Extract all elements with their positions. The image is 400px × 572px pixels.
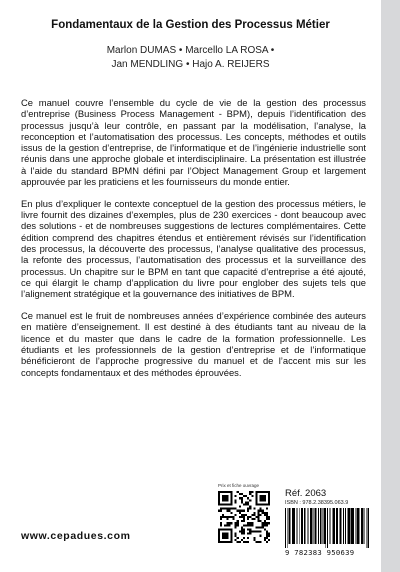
blurb-paragraph-3: Ce manuel est le fruit de nombreuses années d’expérience combinée des auteurs en matière d’enseignement. Il est destiné à des étudiants tant au niveau de la licence et du master que dans le cadre de la formation professionnelle. Les étudiants et les professionnels de la gestion d’entreprise et de l’informatique bénéficieront de l’approche progressive du manuel et de l’accent mis sur les concepts fondamentaux et des méthodes éprouvées. (21, 310, 366, 378)
book-title: Fondamentaux de la Gestion des Processus Métier (51, 19, 330, 31)
barcode-digits: 9 782383 950639 (285, 548, 355, 557)
spine-bar (381, 0, 400, 572)
author-list (0, 44, 381, 72)
qr-caption: Prix et fiche ouvrage (218, 483, 260, 488)
isbn-label: ISBN : 978.2.38395.063.9 (285, 500, 349, 506)
blurb-paragraph-2: En plus d’expliquer le contexte conceptuel de la gestion des processus métiers, le livre fournit des dizaines d’exemples, plus de 230 exercices - dont beaucoup avec des solutions - et de nombreuses suggestions de lectures complémentaires. Cette édition comprend des chapitres étendus et entièrement révisés sur l’identification des processus, la découverte des processus, l’analyse qualitative des processus, la refonte des processus, l’automatisation des processus et la surveillance des processus. Un chapitre sur le BPM en tant que capacité d’entreprise a été ajouté, ce qui élargit le champ d’application du livre pour englober des sujets tels que l’alignement stratégique et la gouvernance des initiatives de BPM. (21, 197, 366, 300)
publisher-website-link[interactable]: www.cepadues.com (21, 530, 131, 542)
qr-code-icon[interactable] (218, 491, 270, 543)
blurb-paragraph-1: Ce manuel couvre l’ensemble du cycle de vie de la gestion des processus d’entreprise (Business Process Management - BPM), depuis l’identification des processus jusqu’à leur contrôle, en passant par la modélisation, l’analyse, la reconception et l’automatisation des processus. Les concepts, méthodes et outils issus de la gestion d’entreprise, de l’informatique et de l’ingénierie industrielle sont réunis dans une approche globale et interdisciplinaire. La présentation est illustrée à l’aide du standard BPMN défini par l’Object Management Group et largement approuvée par les praticiens et les fournisseurs du monde entier. (21, 97, 366, 188)
reference-number: Réf. 2063 (285, 488, 327, 499)
authors-line-1: Marlon DUMAS • Marcello LA ROSA • (106, 45, 275, 56)
qr-block (218, 483, 278, 543)
blurb (21, 97, 366, 388)
barcode-icon (285, 508, 370, 548)
isbn-block (285, 488, 370, 557)
authors-line-2: Jan MENDLING • Hajo A. REIJERS (111, 59, 270, 70)
